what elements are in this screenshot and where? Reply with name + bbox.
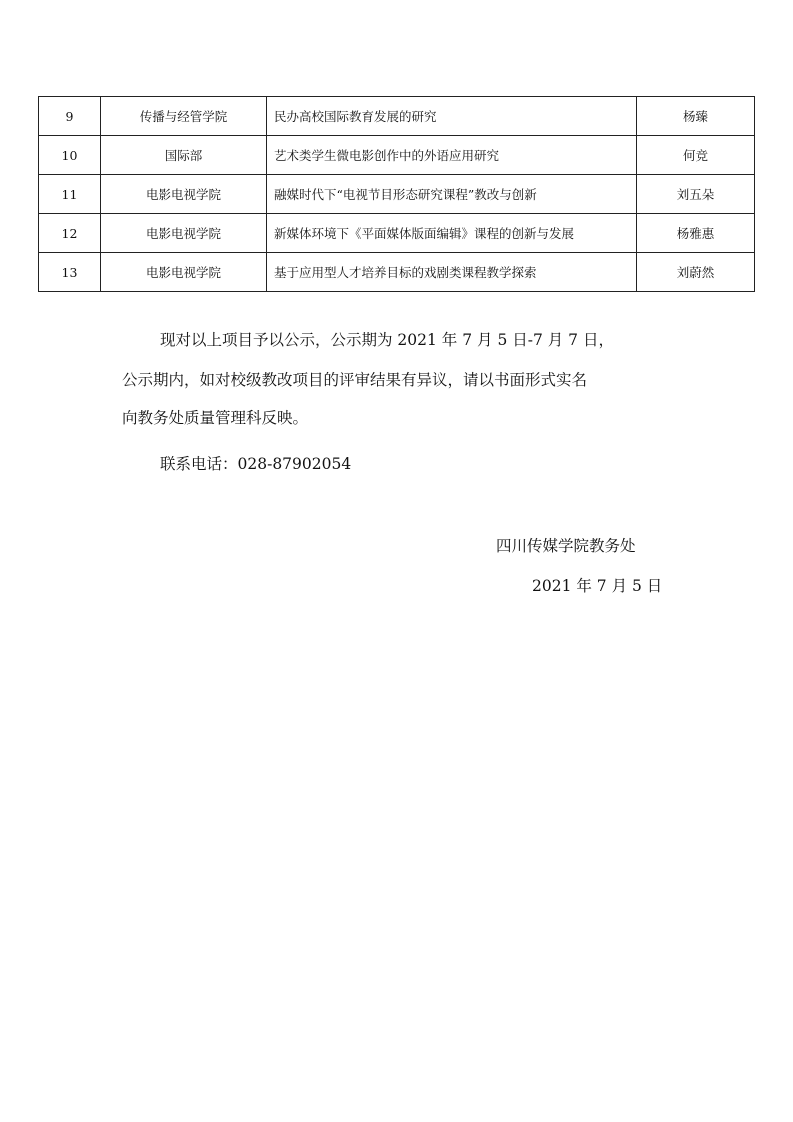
project-title: 基于应用型人才培养目标的戏剧类课程教学探索	[267, 253, 637, 292]
table-row	[39, 175, 755, 214]
row-number: 10	[39, 136, 101, 175]
signer-organization: 四川传媒学院教务处	[496, 537, 636, 555]
table-row	[39, 97, 755, 136]
department: 电影电视学院	[101, 175, 267, 214]
project-title: 民办高校国际教育发展的研究	[267, 97, 637, 136]
department: 传播与经管学院	[101, 97, 267, 136]
department: 电影电视学院	[101, 214, 267, 253]
notice-line-2: 公示期内，如对校级教改项目的评审结果有异议，请以书面形式实名	[122, 371, 588, 389]
projects-table	[38, 96, 755, 292]
project-leader: 刘五朵	[637, 175, 755, 214]
row-number: 13	[39, 253, 101, 292]
contact-phone: 联系电话：028-87902054	[160, 455, 352, 473]
notice-line-1: 现对以上项目予以公示，公示期为 2021 年 7 月 5 日-7 月 7 日，	[160, 331, 614, 349]
table-row	[39, 214, 755, 253]
project-leader: 何竞	[637, 136, 755, 175]
row-number: 11	[39, 175, 101, 214]
row-number: 12	[39, 214, 101, 253]
table-row	[39, 253, 755, 292]
project-title: 融媒时代下“电视节目形态研究课程”教改与创新	[267, 175, 637, 214]
project-leader: 杨臻	[637, 97, 755, 136]
table-body	[39, 97, 755, 292]
project-title: 艺术类学生微电影创作中的外语应用研究	[267, 136, 637, 175]
row-number: 9	[39, 97, 101, 136]
project-leader: 杨雅惠	[637, 214, 755, 253]
project-leader: 刘蔚然	[637, 253, 755, 292]
department: 电影电视学院	[101, 253, 267, 292]
project-title: 新媒体环境下《平面媒体版面编辑》课程的创新与发展	[267, 214, 637, 253]
department: 国际部	[101, 136, 267, 175]
table-row	[39, 136, 755, 175]
notice-line-3: 向教务处质量管理科反映。	[122, 409, 309, 427]
signature-date: 2021 年 7 月 5 日	[532, 577, 663, 595]
